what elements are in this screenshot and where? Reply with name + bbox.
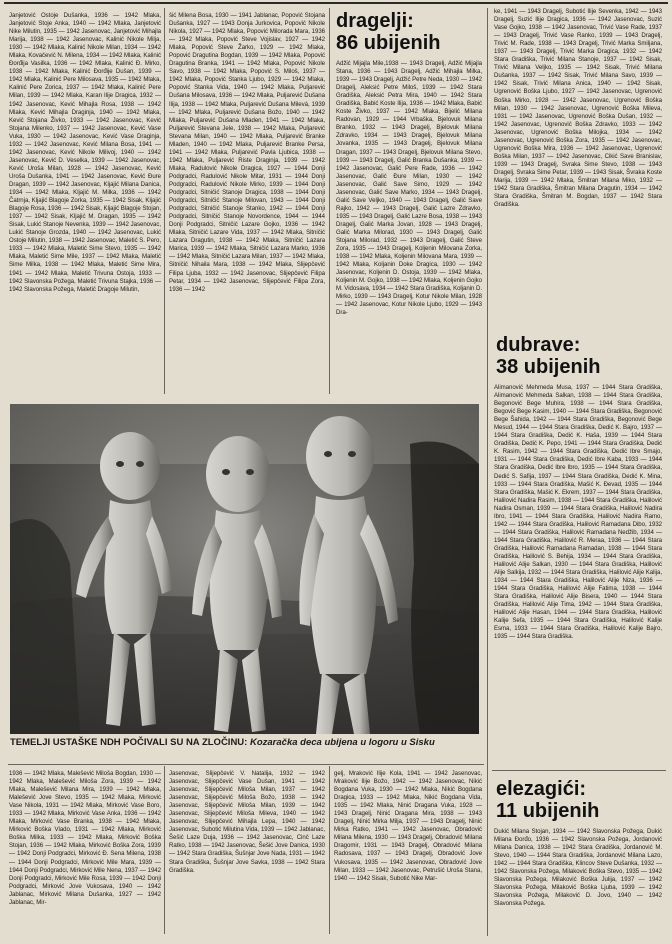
victims-list-text: 1936 — 1942 Mlaka, Malešević Miloša Bogdan, 1930 — 1942 Mlaka, Malešević Miloša Zora, 1939 — 1942 Mlaka, Malešević Milana Mira, 1939 — 1942 Mlaka, Malešević Jove Stevo, 1935 — 1942 Mlaka, Mirković Vase Nikola, 1931 — 1942 Mlaka, Mirković Vase Boro, 1933 — 1942 Mlaka, Mirković Vase Anka, 1936 — 1942 Mlaka, Mirković Vase Branka, 1938 — 1942 Mlaka, Mirković Boška Vlado, 1931 — 1942 Mlaka, Mirković Boška Milka, 1933 — 1942 Mlaka, Mirković Boška Stojan, 1936 — 1942 Mlaka, Mirković Boška Zora, 1939 — 1942 Donji Podgradci, Mirković Đ. Sena Milena, 1938 — 1944 Donji Podgradci, Mirković Mile Mara, 1939 — 1944 Donji Podgradci, Mirković Mile Nena, 1937 — 1942 Donji Podgradci, Mirković Mile Rosa, 1939 — 1942 Donji Podgradci, Mirković Jove Vukosava, 1940 — 1942 Jablanac, Mirković Milana Dušanka, 1927 — 1942 Jablanac, Mir- <box>9 770 161 906</box>
victims-list-text: Alimanović Mehmeda Musa, 1937 — 1944 Stara Gradiška, Alimanović Mehmeda Salkan, 1938 — 1944 Stara Gradiška, Begonović Bege Muhira, 1938 — 1944 Stara Gradiška, Begović Bege Kasim, 1940 — 1944 Stara Gradiška, Begonović Bege Šahida, 1942 — 1944 Stara Gradiška, Begonović Bege Mesud, 1944 — 1944 Stara Gradiška, Dedić K. Bajro, 1937 — 1944 Stara Gradiška, Dedić K. Haša, 1939 — 1944 Stara Gradiška, Dedić K. Pepo, 1941 — 1944 Stara Gradiška, Dedić K. Rasim, 1942 — 1944 Stara Gradiška, Dedić Ibre Smajo, 1931 — 1944 Stara Gradiška, Dedić Ibre Kaba, 1933 — 1944 Stara Gradiška, Dedić Ibre Ibro, 1935 — 1944 Stara Gradiška, Dedić S. Safija, 1937 — 1944 Stara Gradiška, Dedić K. Mina, 1933 — 1944 Stara Gradiška, Mašić K. Đevad, 1935 — 1944 Stara Gradiška, Mašić K. Ekrem, 1937 — 1944 Stara Gradiška, Halilović Nadira Rasim, 1938 — 1944 Stara Gradiška, Halilović Nadira Osman, 1939 — 1944 Stara Gradiška, Halilović Nadira Ibro, 1941 — 1944 Stara Gradiška, Halilović Nadira Ramo, 1942 — 1944 Stara Gradiška, Halilović Ramadana Dibo, 1932 — 1944 Stara Gradiška, Halilović Ramadana Nedžib, 1934 — 1944 Stara Gradiška, Halilović R. Meraa, 1936 — 1944 Stara Gradiška, Halilović Ramadana Ramadan, 1938 — 1944 Stara Gradiška, Halilović S. Behija, 1934 — 1944 Stara Gradiška, Halilović Alije Salkan, 1930 — 1944 Stara Gradiška, Halilović Alije Salkija, 1932 — 1944 Stara Gradiška, Halilović Alije Kalija, 1934 — 1944 Stara Gradiška, Halilović Alije Niza, 1936 — 1944 Stara Gradiška, Halilović Alije Fatima, 1938 — 1944 Stara Gradiška, Halilović Alije Bisera, 1940 — 1944 Stara Gradiška, Halilović Alije Tima, 1942 — 1944 Stara Gradiška, Halilović Alije Hasan, 1944 — 1944 Stara Gradiška, Halilović Kalije Sefa, 1935 — 1944 Stara Gradiška, Halilović Kalije Esma, 1933 — 1944 Stara Gradiška, Halilović Kalije Bajro, 1935 — 1944 Stara Gradiška. <box>494 384 662 641</box>
victims-list-text: Jasenovac, Slijepčević V. Natalija, 1932 — 1942 Jasenovac, Slijepčević Vase Dušan, 1941 — 1942 Jasenovac, Slijepčević Miloša Milan, 1937 — 1942 Jasenovac, Slijepčević Miloša Božo, 1938 — 1942 Jasenovac, Slijepčević Miloša Milan, 1939 — 1942 Jasenovac, Slijepčević Miloša Mileva, 1940 — 1942 Jasenovac, Slijepčević Mihajla Lepa, 1940 — 1942 Jasenovac, Subotić Milutina Vida, 1939 — 1942 Jablanac, Šešić Laze Duja, 1936 — 1942 Jasenovac, Cinč Laze Ratko, 1938 — 1942 Jasenovac, Šešić Jove Danica, 1930 — 1942 Stara Gradiška, Šušnjar Jove Nada, 1931 — 1942 Stara Gradiška, Šušnjar Jove Savka, 1938 — 1942 Stara Gradiška. <box>169 770 325 874</box>
victims-list-text: gelj, Mraković Ilije Kola, 1941 — 1942 Jasenovac, Mraković Ilije Božo, 1942 — 1942 Jasenovac, Nikić Bogdana Vuka, 1930 — 1942 Mlaka, Nikić Bogdana Dragica, 1933 — 1942 Mlaka, Nikić Bogdana Vida, 1935 — 1942 Mlaka, Ninić Dragana Vuka, 1928 — 1943 Dragelj, Ninić Dragana Mira, 1938 — 1943 Dragelj, Ninić Mirka Milja, 1937 — 1943 Dragelj, Ninić Mirka Ratko, 1941 — 1942 Jasenovac, Obradović Milana Milena, 1930 — 1943 Dragelj, Obradović Milana Dragomir, 1931 — 1943 Dragelj, Obradović Milana Radosava, 1937 — 1943 Dragelj, Obradović Jove Vukosava, 1935 — 1942 Jasenovac, Obradović Jove Milan, 1933 — 1942 Jasenovac, Petrušić Uroša Stana, 1940 — 1942 Sisak, Subotić Nike Mar- <box>334 770 482 882</box>
victims-list-column-3 <box>336 60 482 382</box>
victims-list-text: ke, 1941 — 1943 Dragelj, Subotić Ilije Sevenka, 1942 — 1943 Dragelj, Suzić Ilije Dragica, 1936 — 1942 Jasenovac, Suzić Vase Gojko, 1938 — 1942 Jasenovac, Trivić Vase Rade, 1937 — 1943 Dragelj, Trivić Vase Ranko, 1939 — 1943 Dragelj, Trivić M. Rade, 1938 — 1943 Dragelj, Trivić Marka Smiljana, 1937 — 1943 Dragelj, Trivić Marka Dragica, 1932 — 1942 Stara Gradiška, Trivić Milana Stanoje, 1937 — 1942 Sisak, Trivić Milana Veljko, 1935 — 1942 Sisak, Trivić Milana Dušanka, 1937 — 1942 Sisak, Trivić Milana Savo, 1939 — 1942 Sisak, Trivić Milana Anica, 1940 — 1942 Sisak, Ugrenović Boška Ljubo, 1927 — 1942 Jasenovac, Ugrenović Boška Mirko, 1928 — 1942 Jasenovac, Ugrenović Boška Milan, 1930 — 1942 Jasenovac, Ugrenović Boška Mileva, 1931 — 1942 Jasenovac, Ugrenović Boška Dušan, 1932 — 1942 Jasenovac, Ugrenović Boška Zdravko, 1933 — 1942 Jasenovac, Ugrenović Boška Milojka, 1934 — 1942 Jasenovac, Ugrenović Boška Zora, 1935 — 1942 Jasenovac, Ugrenović Boška Mira, 1936 — 1942 Jasenovac, Ugrenović Boška Milan, 1937 — 1942 Jasenovac, Cikić Save Branislav, 1939 — 1943 Dragelj, Svraka Sime Stevo, 1938 — 1943 Dragelj, Svraka Sime Petar, 1939 — 1943 Sisak, Švraka Koste Marija, 1939 — 1942 Mlaka, Šmitran Milana Miko, 1932 — 1942 Stara Gradiška, Šmitran Milana Dragutin, 1934 — 1942 Stara Gradiška, Šmitran M. Bogdan, 1937 — 1942 Stara Gradiška. <box>494 8 662 209</box>
section-rule <box>492 770 666 771</box>
victims-list-column-4 <box>494 8 662 324</box>
section-heading-dubrave: dubrave: 38 ubijenih <box>496 334 601 378</box>
column-rule <box>329 766 330 934</box>
victims-list-text: Adžić Mijajla Mile,1938 — 1943 Dragelj, Adžić Mijajla Stana, 1936 — 1943 Dragelj, Adžić Mihajla Milka, 1939 — 1943 Dragelj, Adžić Petre Neda, 1930 — 1942 Dragelj, Aleksić Petre Miloš, 1939 — 1942 Stara Gradiška, Aleksić Petra Mira, 1940 — 1942 Stara Gradiška, Babić Koste Ilija, 1936 — 1942 Mlaka, Babić Koste Živko, 1937 — 1942 Mlaka, Bijelić Milana Radovan, 1929 — 1944 Vrbaška, Bjelovuk Milana Branko, 1932 — 1943 Dragelj, Bjelovuk Milana Zdravko, 1934 — 1943 Dragelj, Bjelovuk Milana Jovanka, 1935 — 1943 Dragelj, Bjelovuk Milana Dragan, 1937 — 1943 Dragelj, Bjelovuk Milana Stevo, 1939 — 1943 Dragelj, Galić Branka Dušanka, 1939 — 1942 Jasenovac, Galić Pere Rade, 1936 — 1942 Jasenovac, Galić Đure Milan, 1930 — 1942 Jasenovac, Galić Save Simo, 1929 — 1942 Jasenovac, Galić Save Marko, 1934 — 1943 Dragelj, Galić Save Veljko, 1940 — 1943 Dragelj, Galić Save Rajko, 1942 — 1943 Dragelj, Galić Lazre Zdravko, 1935 — 1943 Dragelj, Galić Lazre Bosa, 1938 — 1943 Dragelj, Galić Marka Jovan, 1928 — 1943 Dragelj, Galić Marka Milorad, 1930 — 1943 Dragelj, Galić Stojana Milorad, 1932 — 1943 Dragelj, Galić Steve Zora, 1935 — 1943 Dragelj, Koljenin Milovana Zorka, 1938 — 1942 Mlaka, Koljenin Milovana Mara, 1939 — 1942 Mlaka, Koljanin Doke Dragica, 1930 — 1942 Jasenovac, Koljenin D. Ostoja, 1939 — 1942 Mlaka, Koljenin M. Gojko, 1938 — 1942 Mlaka, Koljenin Gojko M. Vidosava, 1934 — 1942 Stara Gradiška, Koljanin D. Mirko, 1939 — 1943 Dragelj, Kotur Nikole Milan, 1928 — 1942 Jasenovac, Kotur Nikole Ljubo, 1929 — 1943 Dra- <box>336 60 482 317</box>
victims-list-column-4-elezagici <box>494 828 662 938</box>
photo-caption <box>10 737 480 749</box>
victims-list-bottom-column-2 <box>169 770 325 936</box>
photo-illustration <box>10 404 479 734</box>
victims-list-column-2 <box>169 12 325 382</box>
victims-list-text: Dukić Milana Stojan, 1934 — 1942 Slavonska Požega, Dukić Milana Đorđo, 1936 — 1942 Slavonska Požega, Jordanović Milana Danica, 1938 — 1942 Stara Gradiška, Jordanović M. Stevo, 1940 — 1944 Stara Gradiška, Jordanović Milana Lazo, 1942 — 1944 Stara Gradiška, Klincov Steve Dušanka, 1932 — 1942 Slavonska Požega, Milaković Boška Stevo, 1935 — 1942 Slavonska Požega, Milaković Boška Julija, 1937 — 1942 Slavonska Požega, Milaković Boška Ljuba, 1939 — 1942 Slavonska Požega, Milaković D. Jovo, 1940 — 1942 Slavonska Požega. <box>494 828 662 908</box>
section-heading-dragelji: dragelji: 86 ubijenih <box>336 10 441 54</box>
victims-list-bottom-column-1 <box>9 770 161 936</box>
top-rule <box>4 2 668 4</box>
victims-list-column-1 <box>9 12 161 382</box>
column-rule <box>487 8 488 936</box>
historical-photo-children <box>10 404 479 734</box>
victims-list-text: šić Milena Bosa, 1930 — 1941 Jablanac, Popović Stojana Dušanka, 1927 — 1943 Donja Jurkovica, Popović Nikole Nikola, 1927 — 1942 Mlaka, Popović Milorada Mara, 1936 — 1942 Mlaka, Popović Steve Vojislav, 1927 — 1942 Mlaka, Popović Steve Žarko, 1929 — 1942 Mlaka, Popović Dragutina Bogdan, 1939 — 1942 Mlaka, Popović Dragutina Branka, 1941 — 1942 Mlaka, Popović Nikole Savo, 1938 — 1942 Mlaka, Popović S. Miloš, 1937 — 1942 Mlaka, Popović Stanka Ljubo, 1929 — 1942 Mlaka, Popović Stanka Vida, 1940 — 1942 Mlaka, Puljarević Dušana Milosava, 1936 — 1942 Mlaka, Puljarević Dušana Ilija, 1938 — 1942 Mlaka, Puljarević Dušana Milevá, 1939 — 1942 Mlaka, Puljarević Dušana Božo, 1940 — 1942 Mlaka, Puljarević Dušana Mladen, 1941 — 1942 Mlaka, Puljarević Stevana Jele, 1938 — 1942 Mlaka, Puljarević Stevana Milan, 1940 — 1942 Mlaka, Puljarević Branke Mladen, 1940 — 1942 Mlaka, Puljarević Branke Persa, 1941 — 1942 Mlaka, Puljarević Pavla Ljubica, 1938 — 1942 Mlaka, Puljarević Riste Draginja, 1939 — 1942 Mlaka, Radulović Nikole Dragica, 1927 — 1944 Donji Podgradci, Radulović Nikole Mitar, 1931 — 1944 Donji Podgradci, Radulović Nikole Mirko, 1939 — 1944 Donji Podgradci, Sitničić Stanoje Dragica, 1938 — 1944 Donji Podgradci, Sitničić Stanoje Milovan, 1943 — 1944 Donji Podgradci, Sitničić Stanoje Stanko, 1942 — 1944 Donji Podgradci, Sitničić Stanoje Novordence, 1944 — 1944 Donji Podgradci, Sitničić Lazare Gojko, 1936 — 1942 Mlaka, Sitničić Lazare Vida, 1937 — 1942 Mlaka, Sitničić Lazara Dragutin, 1938 — 1942 Mlaka, Sitničić Lazara Marica, 1939 — 1942 Mlaka, Sitničić Lazara Marko, 1936 — 1942 Mlaka, Sitničić Lazara Milan, 1937 — 1942 Mlaka, Sitničić Nihaila Mara, 1938 — 1942 Mlaka, Slijepčević Filipa Ljuba, 1932 — 1942 Jasenovac, Slijepčević Filipa Petar, 1934 — 1942 Jasenovac, Slijepčević Filipa Zora, 1936 — 1942 <box>169 12 325 293</box>
section-rule <box>8 764 484 765</box>
victims-list-bottom-column-3 <box>334 770 482 936</box>
section-heading-elezagici: elezagići: 11 ubijenih <box>496 778 600 822</box>
caption-title: TEMELJI USTAŠKE NDH POČIVALI SU NA ZLOČINU: <box>10 737 248 748</box>
victims-list-column-4-dubrave <box>494 384 662 760</box>
column-rule <box>164 8 165 394</box>
column-rule <box>329 8 330 394</box>
figure-shadow <box>410 442 479 735</box>
column-rule <box>164 766 165 934</box>
caption-text: Kozaračka deca ubijena u logoru u Sisku <box>247 737 435 748</box>
victims-list-text: Janjetović Ostoje Dušanka, 1936 — 1942 Mlaka, Janjetović Stoje Anka, 1940 — 1942 Mlaka, Janjetović Nike Milutin, 1935 — 1942 Jasenovac, Janjetović Mihajla Marija, 1938 — 1942 Jasenovac, Kalinić Nikole Milja, 1930 — 1942 Mlaka, Kalinić Nikole Milan, 1934 — 1942 Mlaka, Kovačević N. Milena, 1934 — 1942 Mlaka, Kalinić Đorđija Vasilka, 1936 — 1942 Mlaka, Kalinić Đ. Mirko, 1938 — 1942 Mlaka, Kalinić Đorđije Dušan, 1939 — 1942 Mlaka, Kalinić Pere Milosava, 1935 — 1942 Mlaka, Kalinić Pere Zorica, 1937 — 1942 Mlaka, Kalinić Pere Milan, 1939 — 1942 Mlaka, Karan Ilije Dragica, 1932 — 1942 Jasenovac, Kević Mihajla Rosa, 1938 — 1942 Mlaka, Kević Mihajla Draginja, 1940 — 1942 Mlaka, Kević Stojana Živko, 1933 — 1942 Jasenovac, Kević Stojana Milenko, 1937 — 1942 Jasenovac, Kević Vase Vuka, 1930 — 1942 Jasenovac, Kević Vase Draginja, 1932 — 1942 Jasenovac, Kević Milana Bosa, 1941 — 1942 Jasenovac, Kević Nikole Milivoj, 1940 — 1942 Jasenovac, Kević D. Veselka, 1939 — 1942 Jasenovac, Kević Uroša Milan, 1928 — 1942 Jasenovac, Kević Uroša Dušanka, 1941 — 1942 Jasenovac, Kević Đure Dragan, 1939 — 1942 Jasenovac, Kljajić Milana Danica, 1934 — 1942 Mlaka, Kljajić M. Milka, 1936 — 1942 Čatrnja, Kljajić Blagoje Zorka, 1935 — 1942 Sisak, Kljajić Blagoje Rosa, 1936 — 1942 Sisak, Kljajić Blagoje Stojan, 1937 — 1942 Sisak, Kljajić M. Dragan, 1935 — 1942 Sisak, Lukić Stanoje Nevenka, 1939 — 1942 Jasenovac, Lukić Stanoje Grozda, 1940 — 1942 Jasenovac, Lukić Ostoje Milutin, 1938 — 1942 Jasenovac, Maletić S. Pero, 1933 — 1942 Mlaka, Maletić Sime Stevo, 1935 — 1942 Mlaka, Maletić Sime Mile, 1937 — 1942 Mlaka, Maletić Sime Milka, 1938 — 1942 Mlaka, Maletić Sime Mira, 1941 — 1942 Mlaka, Maletić Trivuna Ostoja, 1933 — 1942 Slavonska Požega, Maletić Trivuna Stajka, 1936 — 1942 Slavonska Požega, Maletić Dragoje Milutin, <box>9 12 161 293</box>
